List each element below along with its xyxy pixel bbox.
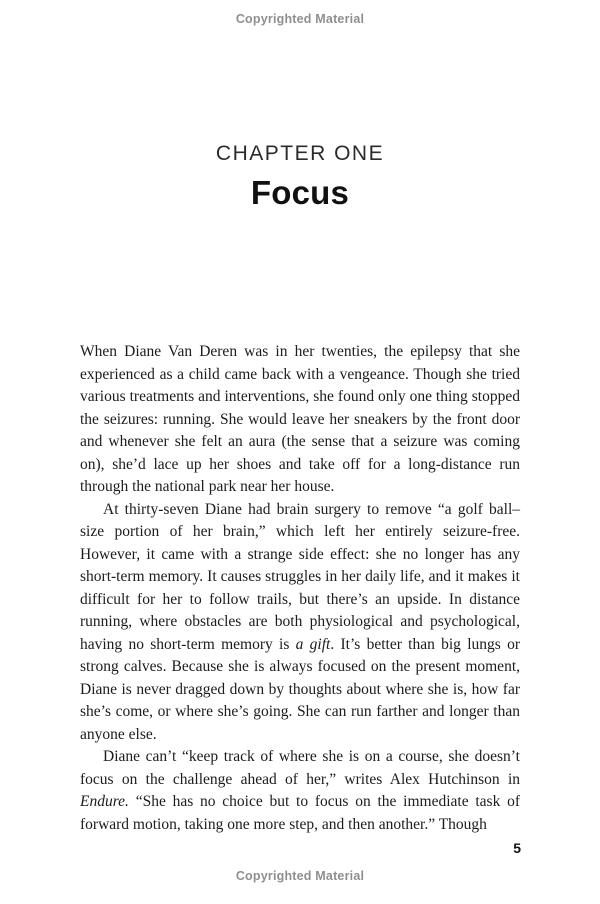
paragraph-2-italic-phrase: a gift [295,635,331,653]
paragraph-3 [80,746,520,836]
copyright-notice-bottom: Copyrighted Material [235,869,365,883]
paragraph-2-text: At thirty-seven Diane had brain surgery to remove “a golf ball–size portion of her brain,” which left her entirely seizure-free. However, it came with a strange side effect: she no longer has any short-term memory. It causes struggles in her daily life, and it makes it difficult for her to follow trails, but there’s an upside. In distance running, where obstacles are both physiological and psychological, having no short-term memory is [80,500,520,653]
paragraph-2 [80,499,520,747]
body-text [80,341,520,836]
chapter-label: CHAPTER ONE [215,142,385,165]
paragraph-3-text: Diane can’t “keep track of where she is on a course, she doesn’t focus on the challenge ahead of her,” writes Alex Hutchinson in [80,748,520,788]
paragraph-1 [80,341,520,499]
paragraph-3-book-title: Endure. [80,793,129,810]
page-number: 5 [513,840,521,856]
paragraph-2-text-continued: . It’s better than big lungs or strong calves. Because she is always focused on the present moment, Diane is never dragged down by thoughts about where she is, how far she’s come, or where she’s going. She can run farther and longer than anyone else. [80,635,520,743]
paragraph-1-text: When Diane Van Deren was in her twenties, the epilepsy that she experienced as a child came back with a vengeance. Though she tried various treatments and interventions, she found only one thing stopped the seizures: running. She would leave her sneakers by the front door and whenever she felt an aura (the sense that a seizure was coming on), she’d lace up her shoes and take off for a long-distance run through the national park near her house. [80,343,520,495]
chapter-title: Focus [250,174,350,211]
copyright-notice-top: Copyrighted Material [235,12,365,26]
paragraph-3-text-continued: “She has no choice but to focus on the immediate task of forward motion, taking one more step, and then another.” Though [80,793,520,833]
